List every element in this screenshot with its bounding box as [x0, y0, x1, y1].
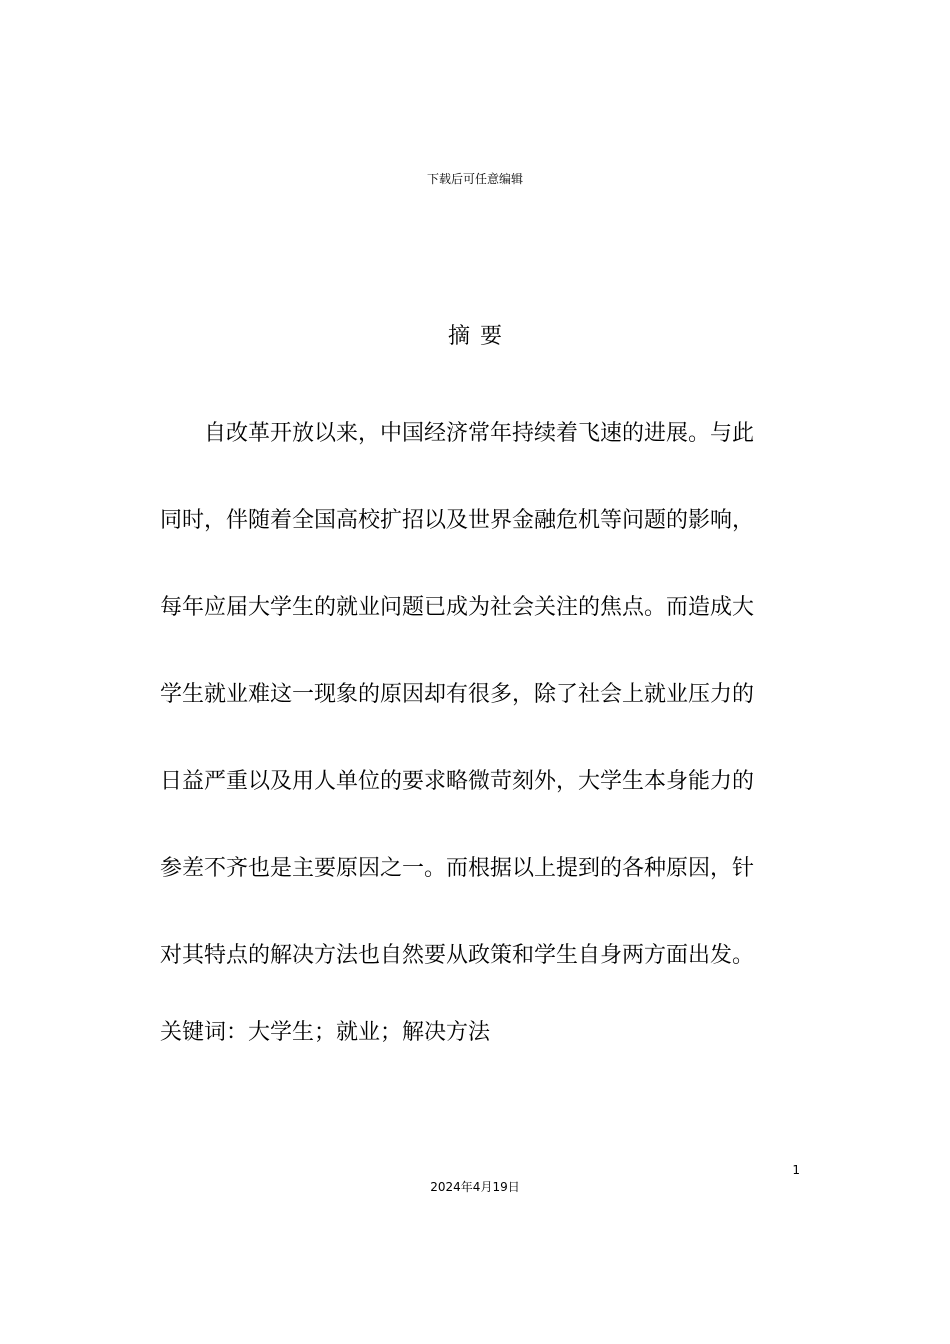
- abstract-line: 自改革开放以来，中国经济常年持续着飞速的进展。与此: [204, 421, 755, 446]
- abstract-line: 学生就业难这一现象的原因却有很多，除了社会上就业压力的: [160, 682, 755, 707]
- footer-date: 2024年4月19日: [430, 1180, 520, 1194]
- abstract-paragraph: [160, 390, 800, 999]
- header-note: 下载后可任意编辑: [426, 172, 523, 186]
- abstract-title-char: 要: [480, 324, 503, 349]
- abstract-line: 日益严重以及用人单位的要求略微苛刻外，大学生本身能力的: [160, 769, 755, 794]
- abstract-line: 每年应届大学生的就业问题已成为社会关注的焦点。而造成大: [160, 595, 755, 620]
- abstract-line: 对其特点的解决方法也自然要从政策和学生自身两方面出发。: [160, 943, 755, 968]
- abstract-title-char: 摘: [447, 324, 470, 349]
- abstract-line: 参差不齐也是主要原因之一。而根据以上提到的各种原因，针: [160, 856, 755, 881]
- abstract-title: [0, 320, 950, 354]
- abstract-line: 同时，伴随着全国高校扩招以及世界金融危机等问题的影响，: [160, 508, 755, 533]
- page-number: 1: [792, 1163, 800, 1177]
- keywords-line: 关键词：大学生；就业；解决方法: [160, 1020, 491, 1045]
